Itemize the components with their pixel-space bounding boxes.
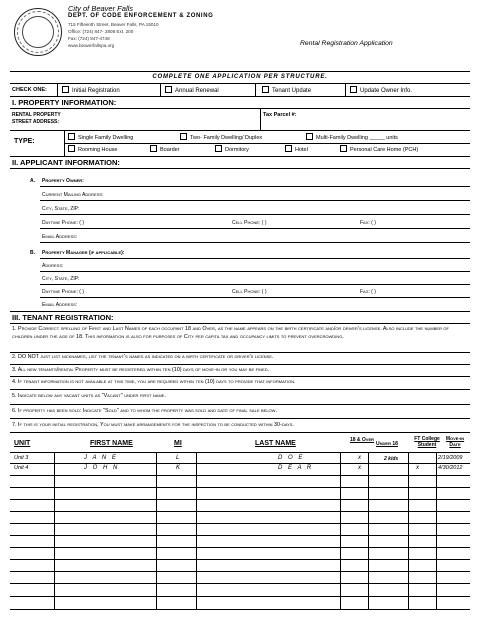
type-label: TYPE: [14, 138, 35, 145]
fax-label[interactable]: Fax: ( ) [360, 220, 376, 226]
checkbox-icon[interactable] [62, 86, 69, 93]
manager-b-label: B. [30, 250, 35, 256]
manager-cell-phone[interactable]: Cell Phone: ( ) [232, 289, 267, 295]
checkbox-icon[interactable] [180, 133, 187, 140]
row2-date: 4/30/2012 [438, 465, 463, 471]
checkbox-icon[interactable] [150, 145, 157, 152]
type-boarder[interactable]: Boarder [150, 145, 180, 153]
type-hotel[interactable]: Hotel [285, 145, 308, 153]
owner-a-label: A. [30, 178, 35, 184]
manager-fax[interactable]: Fax: ( ) [360, 289, 376, 295]
row1-over18: x [358, 455, 361, 461]
address-line: 715 Fifteenth Street, Beaver Falls, PA 15010 [68, 22, 159, 27]
section-1-title: I. PROPERTY INFORMATION: [12, 98, 117, 107]
col-college: FT College Student [414, 436, 440, 448]
instruction-4: 4. If tenant information is not available at this time, you are required within ten (10) days to provide that information. [12, 379, 296, 385]
col-mi: MI [174, 440, 182, 447]
checkbox-icon[interactable] [165, 86, 172, 93]
website: www.beaverfallspa.org [68, 43, 115, 48]
type-rooming-house[interactable]: Rooming House [68, 145, 117, 153]
section-2-title: II. APPLICANT INFORMATION: [12, 158, 120, 167]
instruction-7: 7. If this is your initial registration, You must make arrangements for the inspection to be conducted within 30-days. [12, 422, 294, 428]
tax-parcel-label: Tax Parcel #: [263, 112, 297, 118]
col-move-in: Move-in Date [445, 436, 465, 448]
option-owner-update[interactable]: Update Owner Info. [350, 86, 412, 94]
checkbox-icon[interactable] [215, 145, 222, 152]
type-two-family[interactable]: Two- Family Dwelling/ Duplex [180, 133, 262, 141]
row2-last: D E A R [278, 465, 314, 471]
col-under-18: Under 18 [376, 441, 398, 447]
col-last-name: LAST NAME [255, 440, 296, 447]
checkbox-icon[interactable] [340, 145, 347, 152]
type-single-family[interactable]: Single Family Dwelling [68, 133, 133, 141]
email-label[interactable]: Email Address: [42, 234, 78, 240]
banner: COMPLETE ONE APPLICATION PER STRUCTURE. [152, 74, 328, 80]
city-name: City of Beaver Falls [68, 4, 134, 13]
row1-date: 2/19/2009 [438, 455, 463, 461]
manager-address-label[interactable]: Address: [42, 263, 64, 269]
row2-college: x [416, 465, 419, 471]
checkbox-icon[interactable] [262, 86, 269, 93]
mailing-address-label[interactable]: Current Mailing Address: [42, 192, 104, 198]
manager-day-phone[interactable]: Daytime Phone: ( ) [42, 289, 84, 295]
option-tenant-update[interactable]: Tenant Update [262, 86, 311, 94]
col-first-name: FIRST NAME [90, 440, 133, 447]
row1-unit: Unit 3 [14, 455, 29, 461]
checkbox-icon[interactable] [306, 133, 313, 140]
office-phone: Office: (724) 847- 2808 Ext. 200 [68, 29, 134, 34]
row1-under18: 2 kids [384, 456, 399, 462]
checkbox-icon[interactable] [68, 133, 75, 140]
instruction-2: 2. DO NOT just list nicknames, list the tenant's names as indicated on a birth certificate or driver's license. [12, 354, 274, 360]
instruction-6: 6. If property has been sold: Indicate "Sold" and to whom the property was sold and date of final sale below. [12, 408, 277, 414]
owner-label: Property Owner: [42, 178, 84, 184]
row2-unit: Unit 4 [14, 465, 29, 471]
row1-first: J A N E [84, 455, 118, 461]
checkbox-icon[interactable] [68, 145, 75, 152]
city-seal-logo [14, 8, 62, 56]
instruction-3: 3. All new tenants/rental Property must be registered within ten (10) days of move-in or you may be fined. [12, 367, 270, 373]
cell-phone-label[interactable]: Cell Phone: ( ) [232, 220, 267, 226]
check-one-label: CHECK ONE: [12, 87, 47, 93]
fax-line: Fax: (724) 847-4748 [68, 36, 110, 41]
street-address-label: STREET ADDRESS: [12, 119, 60, 125]
option-annual[interactable]: Annual Renewal [165, 86, 219, 94]
form-title: Rental Registration Application [300, 40, 393, 47]
daytime-phone-label[interactable]: Daytime Phone: ( ) [42, 220, 84, 226]
manager-city-label[interactable]: City, State, ZIP: [42, 276, 80, 282]
type-dormitory[interactable]: Dormitory [215, 145, 249, 153]
checkbox-icon[interactable] [350, 86, 357, 93]
row2-first: J O H N [84, 465, 120, 471]
option-initial[interactable]: Initial Registration [62, 86, 120, 94]
city-state-zip-label[interactable]: City, State, ZIP: [42, 206, 80, 212]
manager-label: Property Manager (if applicable): [42, 250, 125, 256]
department-name: DEPT. OF CODE ENFORCEMENT & ZONING [68, 13, 214, 19]
row1-last: D O E [278, 455, 305, 461]
instruction-5: 5. Indicate below any vacant units as "Vacant" under first name. [12, 393, 166, 399]
row2-over18: x [358, 465, 361, 471]
type-pch[interactable]: Personal Care Home (PCH) [340, 145, 418, 153]
row1-mi: L [176, 455, 180, 461]
col-unit: UNIT [14, 440, 31, 447]
manager-email[interactable]: Email Address: [42, 302, 78, 308]
section-3-title: III. TENANT REGISTRATION: [12, 313, 114, 322]
type-multi-family[interactable]: Multi-Family Dwelling _____ units [306, 133, 398, 141]
col-18-over: 18 & Over [349, 437, 375, 443]
rental-property-label: RENTAL PROPERTY [12, 112, 61, 118]
instruction-1: 1. Provide Correct spelling of First and Last Names of each occupant 18 and Over, as the name appears on the birth certificate and/or driver's license. Also include the number of children under the age of 18. This information is also for purposes of City per capita tax and occupancy limits to prevent overcrowding. [12, 326, 449, 340]
checkbox-icon[interactable] [285, 145, 292, 152]
row2-mi: K [176, 465, 181, 471]
